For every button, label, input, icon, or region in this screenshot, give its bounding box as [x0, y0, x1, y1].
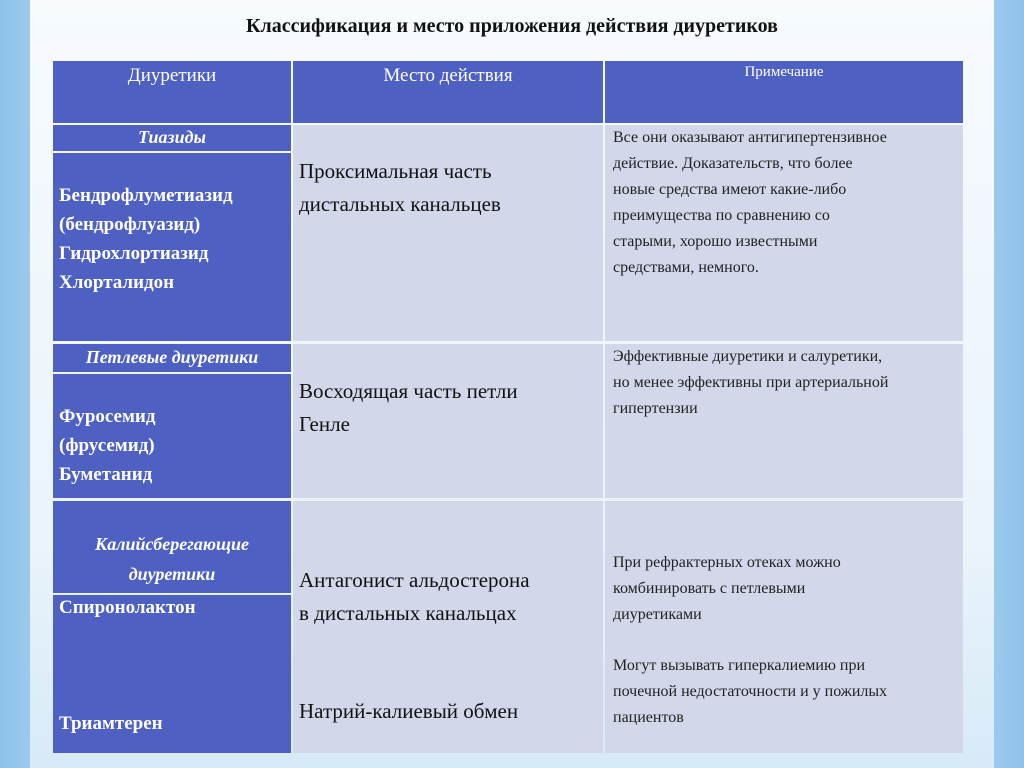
note-line: новые средства имеют какие-либо: [613, 181, 847, 198]
site-line: дистальных канальцев: [299, 192, 501, 216]
note-line: Могут вызывать гиперкалиемию при: [613, 657, 866, 674]
note-line: гипертензии: [613, 400, 698, 417]
site-line: Антагонист альдостерона: [299, 568, 530, 592]
thiazides-drug-list: [53, 153, 291, 341]
note-line: старыми, хорошо известными: [613, 233, 818, 250]
group-potassium-sparing: [53, 501, 291, 593]
drug-name: Бендрофлуметиазид: [59, 185, 233, 206]
loop-site: [293, 344, 603, 498]
note-line: Все они оказывают антигипертензивное: [613, 129, 887, 146]
note-line: пациентов: [613, 709, 684, 726]
potassium-drug-list: [53, 595, 291, 753]
site-sodium-potassium: Натрий-калиевый обмен: [299, 699, 519, 723]
drug-name: Триамтерен: [59, 713, 163, 734]
page-title: Классификация и место приложения действия диуретиков: [246, 15, 778, 37]
site-line: Генле: [299, 412, 350, 436]
site-line: Проксимальная часть: [299, 159, 492, 183]
thiazides-site: [293, 125, 603, 341]
note-block-combination: [613, 550, 841, 628]
site-line: Восходящая часть петли: [299, 379, 518, 403]
drug-name: (бендрофлуазид): [59, 214, 201, 235]
note-block-hyperkalemia: [613, 653, 887, 731]
note-line: преимущества по сравнению со: [613, 207, 830, 224]
group-loop-diuretics: Петлевые диуретики: [53, 344, 291, 372]
site-aldosterone: [299, 564, 530, 630]
loop-drug-list: [53, 374, 291, 498]
note-line: средствами, немного.: [613, 259, 759, 276]
drug-name: Фуросемид: [59, 406, 156, 427]
note-line: При рефрактерных отеках можно: [613, 554, 841, 571]
group-label-line: Калийсберегающие: [95, 534, 249, 554]
note-line: комбинировать с петлевыми: [613, 580, 806, 597]
header-note: Примечание: [605, 61, 963, 123]
site-line: в дистальных канальцах: [299, 601, 517, 625]
drug-name: Хлорталидон: [59, 272, 175, 293]
drug-name: (фрусемид): [59, 435, 155, 456]
header-diuretics: Диуретики: [53, 61, 291, 123]
loop-note: [605, 344, 963, 498]
group-thiazides: Тиазиды: [53, 125, 291, 151]
thiazides-note: [605, 125, 963, 341]
drug-name: Спиронолактон: [59, 597, 196, 618]
drug-name: Гидрохлортиазид: [59, 243, 209, 264]
header-site-of-action: Место действия: [293, 61, 603, 123]
note-line: действие. Доказательств, что более: [613, 155, 853, 172]
group-label-line: диуретики: [128, 564, 216, 584]
note-line: диуретиками: [613, 606, 702, 623]
note-line: почечной недостаточности и у пожилых: [613, 683, 888, 700]
potassium-note: [605, 501, 963, 753]
potassium-site: [293, 501, 603, 753]
note-line: но менее эффективны при артериальной: [613, 374, 889, 391]
drug-name: Буметанид: [59, 464, 153, 485]
note-line: Эффективные диуретики и салуретики,: [613, 348, 883, 365]
